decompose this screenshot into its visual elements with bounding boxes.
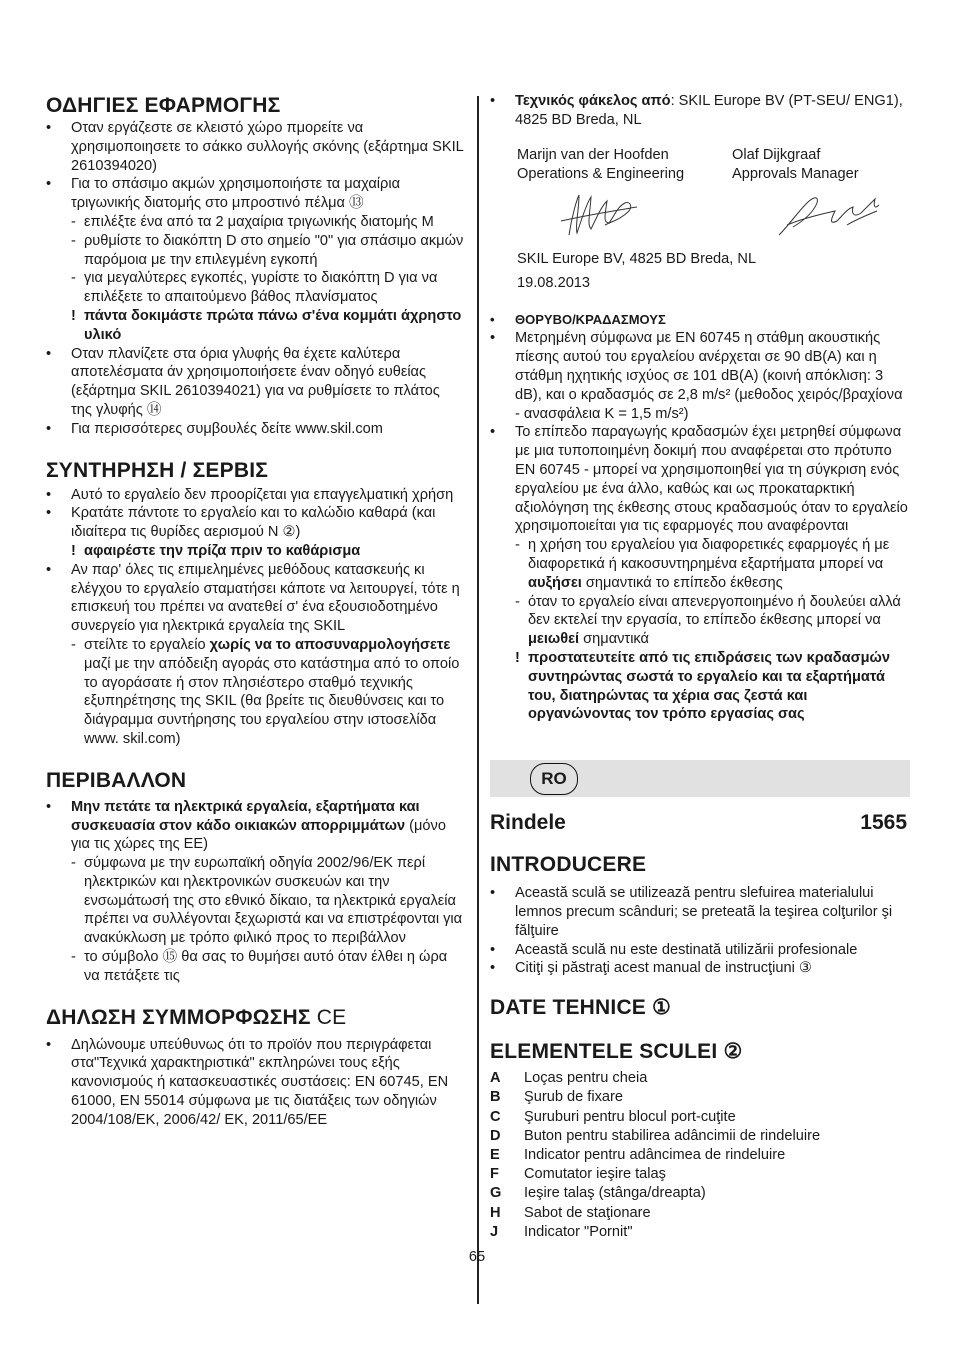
product-model: 1565: [860, 811, 907, 835]
sub-item: - στείλτε το εργαλείο χωρίς να το αποσυναρμολογήσετε μαζί με την απόδειξη αγοράς στο κατάστημα από το οποίο το αγοράσατε ή στον πλησιέστερο σταθμό τεχνικής εξυπηρέτησης της SKIL (θα βρείτε τις διευθύνσεις και το διάγραμμα συντήρησης του εργαλείου στην ιστοσελίδα www. skil.com): [46, 636, 464, 749]
page-number: 65: [468, 1249, 486, 1265]
element-label: Buton pentru stabilirea adâncimii de rindeluire: [524, 1127, 821, 1144]
signature-images: [517, 185, 917, 247]
section-title-environment: ΠΕΡΙΒΑΛΛΟΝ: [46, 768, 187, 792]
list-item: • Αν παρ' όλες τις επιμελημένες μεθόδους κατασκευής κι ελέγχου το εργαλείο σταματήσει κάποτε να λειτουργεί, τότε η επισκευή του πρέπει να ανατεθεί σ' ένα εξουσιοδοτημένο συνεργείο για ηλεκτρικά εργαλεία της SKIL: [46, 561, 464, 636]
warning-item: ! προστατευτείτε από τις επιδράσεις των κραδασμών συντηρώντας σωστά το εργαλείο και τα εξαρτήματά του, διατηρώντας τα χέρια σας ζεστά και οργανώνοντας τον τρόπο εργασίας σας: [490, 649, 910, 724]
element-row: [490, 1088, 910, 1107]
sub-item: - όταν το εργαλείο είναι απενεργοποιημένο ή δουλεύει αλλά δεν εκτελεί την εργασία, το επίπεδο έκθεσης μπορεί να μειωθεί σημαντικά: [490, 593, 910, 649]
list-item: • Δηλώνουμε υπεύθυνως ότι το προϊόν που περιγράφεται στα"Τεχνικά χαρακτηριστικά" εκπληρώνει τους εξής κανονισμούς ή κατασκευαστικές συστάσεις: EN 60745, EN 61000, EN 55014 σύμφωνα με τις διατάξεις των οδηγιών 2004/108/ΕΚ, 2006/42/ ΕΚ, 2011/65/ΕΕ: [46, 1036, 464, 1130]
left-column: [46, 88, 464, 1130]
element-key: F: [490, 1166, 499, 1183]
list-item: • Τεχνικός φάκελος από: SKIL Europe BV (PT-SEU/ ENG1), 4825 BD Breda, NL: [490, 92, 910, 130]
element-key: C: [490, 1108, 501, 1125]
section-title-declaration: ΔΗΛΩΣΗ ΣΥΜΜΟΡΦΩΣΗΣ CE: [46, 1005, 347, 1029]
signatory-1-role: Operations & Engineering: [517, 166, 685, 183]
element-label: Comutator ieşire talaş: [524, 1166, 666, 1183]
element-label: Sabot de staţionare: [524, 1204, 651, 1221]
company-info: [517, 247, 910, 295]
sub-item: - για μεγαλύτερες εγκοπές, γυρίστε το διακόπτη D για να επιλέξετε το απαιτούμενο βάθος πλανίσματος: [46, 269, 464, 307]
element-row: [490, 1184, 910, 1203]
signature-1: [561, 195, 637, 235]
warning-item: ! αφαιρέστε την πρίζα πριν το καθάρισμα: [46, 542, 464, 561]
element-key: A: [490, 1070, 501, 1087]
product-title-row: [490, 811, 907, 835]
section-title-elements: ELEMENTELE SCULEI ②: [490, 1040, 743, 1064]
element-label: Loças pentru cheia: [524, 1070, 648, 1087]
signature-2: [779, 197, 879, 234]
element-label: Şuruburi pentru blocul port-cuţite: [524, 1108, 736, 1125]
element-row: [490, 1108, 910, 1127]
list-item: • Οταν πλανίζετε στα όρια γλυφής θα έχετε καλύτερα αποτελέσματα άν χρησιμοποιήσετε έναν οδηγό ευθείας (εξάρτημα SKIL 2610394021) για να ρυθμίσετε το πλάτος της γλυφής ⑭: [46, 345, 464, 420]
sub-item: - η χρήση του εργαλείου για διαφορετικές εφαρμογές ή με διαφορετικά ή κακοσυντηρημένα εξαρτήματα μπορεί να αυξήσει σημαντικά το επίπεδο έκθεσης: [490, 536, 910, 592]
list-item: • Μετρημένη σύμφωνα με EN 60745 η στάθμη ακουστικής πίεσης αυτού του εργαλείου ανέρχεται σε 90 dB(A) και η στάθμη ηχητικής ισχύος σε 101 dB(A) (κοινή απόκλιση: 3 dB), και ο κραδασμός σε 2,8 m/s² (μεθοδος χειρός/βραχίονα - ανασφάλεια K = 1,5 m/s²): [490, 329, 910, 423]
list-item: • Această sculă se utilizează pentru slefuirea materialului lemnos precum scânduri; se preteatã la teşirea colţurilor şi fălţuire: [490, 884, 910, 940]
element-row: [490, 1223, 910, 1242]
list-item: • Για το σπάσιμο ακμών χρησιμοποιήστε τα μαχαίρια τριγωνικής διατομής στο μπροστινό πέλμα ⑬: [46, 175, 464, 213]
element-key: H: [490, 1204, 501, 1221]
signatures: [517, 185, 910, 247]
list-item: • Citiţi şi păstraţi acest manual de instrucţiuni ③: [490, 959, 910, 978]
element-key: J: [490, 1223, 499, 1240]
element-key: D: [490, 1127, 501, 1144]
element-label: Indicator "Pornit": [524, 1223, 633, 1240]
warning-item: ! πάντα δοκιμάστε πρώτα πάνω σ'ένα κομμάτι άχρηστο υλικό: [46, 307, 464, 345]
signatory-2-name: Olaf Dijkgraaf: [732, 146, 821, 163]
list-item: • Această sculă nu este destinată utilizării profesionale: [490, 941, 910, 960]
list-item: • Κρατάτε πάντοτε το εργαλείο και το καλώδιο καθαρά (και ιδιαίτερα τις θυρίδες αερισμού N ②): [46, 504, 464, 542]
element-label: Ieşire talaş (stânga/dreapta): [524, 1185, 706, 1202]
noise-title: • ΘΟΡΥΒΟ/ΚΡΑΔΑΣΜΟΥΣ: [490, 311, 910, 330]
language-badge: RO: [530, 763, 578, 795]
element-row: [490, 1146, 910, 1165]
sub-item: - επιλέξτε ένα από τα 2 μαχαίρια τριγωνικής διατομής M: [46, 213, 464, 232]
signatory-1-name: Marijn van der Hoofden: [517, 146, 669, 163]
signatories: [517, 146, 910, 185]
element-row: [490, 1204, 910, 1223]
right-column: [490, 88, 910, 1242]
column-divider: [477, 96, 479, 1304]
element-label: Şurub de fixare: [524, 1089, 623, 1106]
declaration-date: 19.08.2013: [517, 274, 591, 291]
element-key: E: [490, 1146, 500, 1163]
list-item: • Μην πετάτε τα ηλεκτρικά εργαλεία, εξαρτήματα και συσκευασία στον κάδο οικιακών απορριμμάτων (μόνο για τις χώρες της ΕΕ): [46, 798, 464, 854]
company-address: SKIL Europe BV, 4825 BD Breda, NL: [517, 250, 757, 267]
element-row: [490, 1165, 910, 1184]
list-item: • Οταν εργάζεστε σε κλειστό χώρο πμορείτε να χρησιμοποιησετε το σάκκο συλλογής σκόνης (εξάρτημα SKIL 2610394020): [46, 119, 464, 175]
sub-item: - το σύμβολο ⑮ θα σας το θυμήσει αυτό όταν έλθει η ώρα να πετάξετε τις: [46, 948, 464, 986]
ce-mark: CE: [316, 1005, 347, 1029]
list-item: • Για περισσότερες συμβουλές δείτε www.skil.com: [46, 420, 464, 439]
section-title-introducere: INTRODUCERE: [490, 853, 647, 877]
product-name: Rindele: [490, 811, 566, 835]
elements-list: [490, 1069, 910, 1242]
element-label: Indicator pentru adâncimea de rindeluire: [524, 1146, 786, 1163]
section-title-maintenance: ΣΥΝΤΗΡΗΣΗ / ΣΕΡΒΙΣ: [46, 458, 269, 482]
sub-item: - ρυθμίστε το διακόπτη D στο σημείο "0" για σπάσιμο ακμών παρόμοια με την επιλεγμένη εγκοπή: [46, 232, 464, 270]
element-row: [490, 1127, 910, 1146]
section-title-tech-data: DATE TEHNICE ①: [490, 996, 672, 1020]
language-bar: [490, 760, 910, 797]
sub-item: - σύμφωνα με την ευρωπαϊκή οδηγία 2002/96/ΕΚ περί ηλεκτρικών και ηλεκτρονικών συσκευών και την ενσωμάτωσή της στο εθνικό δίκαιο, τα ηλεκτρικά εργαλεία πρέπει να συλλέγονται ξεχωριστά και να επιστρέφονται για ανακύκλωση με τρόπο φιλικό προς το περιβάλλον: [46, 854, 464, 948]
signatory-2-role: Approvals Manager: [732, 166, 859, 183]
element-key: B: [490, 1089, 501, 1106]
element-row: [490, 1069, 910, 1088]
element-key: G: [490, 1185, 502, 1202]
list-item: • Αυτό το εργαλείο δεν προορίζεται για επαγγελματική χρήση: [46, 486, 464, 505]
section-title-instructions: ΟΔΗΓΙΕΣ ΕΦΑΡΜΟΓΗΣ: [46, 94, 281, 117]
list-item: • Το επίπεδο παραγωγής κραδασμών έχει μετρηθεί σύμφωνα με μια τυποποιημένη δοκιμή που αναφέρεται στο πρότυπο EN 60745 - μπορεί να χρησιμοποιηθεί για τη σύγκριση ενός εργαλείου με ένα άλλο, καθώς και ως προκαταρκτική αξιολόγηση της έκθεσης στους κραδασμούς όταν το εργαλείο χρησιμοποιείται για τις εφαρμογές που αναφέρονται: [490, 423, 910, 536]
